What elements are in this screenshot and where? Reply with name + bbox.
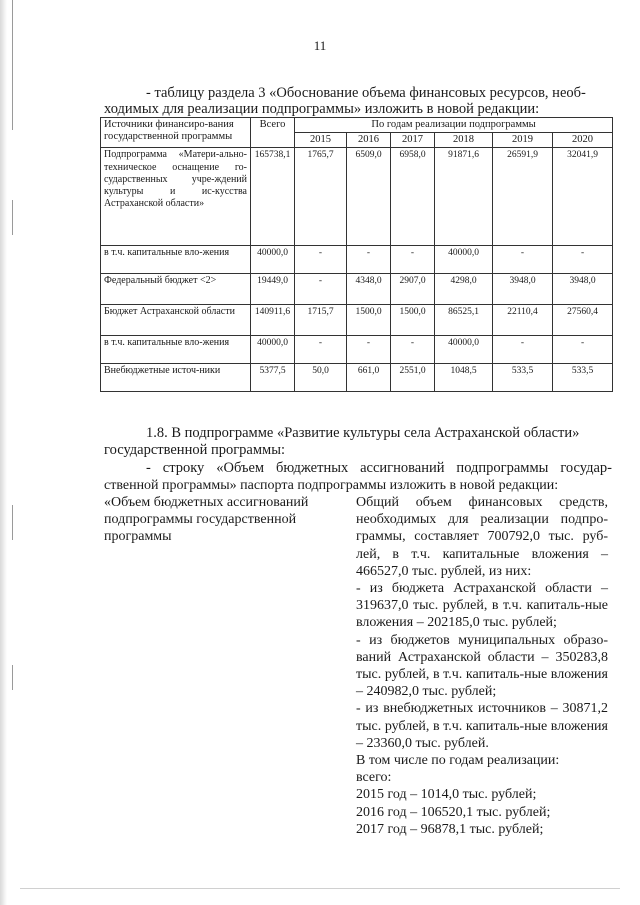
year-2017-line: 2017 год – 96878,1 тыс. рублей; <box>356 821 544 837</box>
row-value: - <box>493 336 553 364</box>
table-row <box>101 364 613 392</box>
row-value: 1048,5 <box>435 364 493 392</box>
row-value: 27560,4 <box>553 305 613 336</box>
row-source: Федеральный бюджет <2> <box>101 274 251 305</box>
row-total: 19449,0 <box>251 274 295 305</box>
row-value: 6958,0 <box>391 148 435 246</box>
instruction-line-1: - строку «Объем бюджетных ассигнований подпрограммы государ- <box>146 460 612 476</box>
section-heading-line-2: государственной программы: <box>104 442 285 458</box>
label-line: «Объем бюджетных ассигнований <box>104 495 309 510</box>
row-total: 165738,1 <box>251 148 295 246</box>
row-value: 1500,0 <box>347 305 391 336</box>
row-value: 40000,0 <box>435 336 493 364</box>
row-value: - <box>553 336 613 364</box>
row-source: Бюджет Астраханской области <box>101 305 251 336</box>
row-value: 1715,7 <box>295 305 347 336</box>
row-value: 86525,1 <box>435 305 493 336</box>
row-value: - <box>295 274 347 305</box>
header-year: 2020 <box>553 133 613 148</box>
row-value: 40000,0 <box>435 246 493 274</box>
header-source: Источники финансиро-вания государственной программы <box>101 118 251 148</box>
year-2016-line: 2016 год – 106520,1 тыс. рублей; <box>356 804 551 820</box>
passport-row-label <box>104 494 334 545</box>
row-value: 3948,0 <box>553 274 613 305</box>
row-value: 2551,0 <box>391 364 435 392</box>
table-row <box>101 148 613 246</box>
header-year: 2015 <box>295 133 347 148</box>
row-value: - <box>493 246 553 274</box>
row-value: - <box>347 246 391 274</box>
total-volume-text: Общий объем финансовых средств, необходимых для реализации подпро-граммы, составляет 700792,0 тыс. руб-лей, в т.ч. капитальные вложения – 466527,0 тыс. рублей, из них: <box>356 495 608 579</box>
table-header-row <box>101 118 613 133</box>
row-source: в т.ч. капитальные вло-жения <box>101 246 251 274</box>
scan-edge-mark <box>12 0 13 130</box>
intro-line-1: - таблицу раздела 3 «Обоснование объема финансовых ресурсов, необ- <box>146 85 586 101</box>
header-year: 2017 <box>391 133 435 148</box>
total-heading: всего: <box>356 770 392 786</box>
row-value: 32041,9 <box>553 148 613 246</box>
row-value: - <box>295 246 347 274</box>
row-value: - <box>391 336 435 364</box>
instruction-line-2: ственной программы» паспорта подпрограммы изложить в новой редакции: <box>104 478 559 493</box>
passport-row-value <box>356 494 608 838</box>
label-line: подпрограммы государственной <box>104 512 297 527</box>
year-2015-line: 2015 год – 1014,0 тыс. рублей; <box>356 787 537 803</box>
row-value: 26591,9 <box>493 148 553 246</box>
row-source: Подпрограмма «Матери-ально-техническое оснащение го-сударственных учре-ждений культуры и ис-кусства Астраханской области» <box>101 148 251 246</box>
section-heading-line-1: 1.8. В подпрограмме «Развитие культуры села Астраханской области» <box>146 425 580 441</box>
row-value: 1500,0 <box>391 305 435 336</box>
municipal-budget-text: - из бюджетов муниципальных образо-ваний Астраханской области – 350283,8 тыс. рублей, в т.ч. капиталь-ные вложения – 240982,0 тыс. рублей; <box>356 632 608 700</box>
row-value: - <box>391 246 435 274</box>
row-value: 533,5 <box>553 364 613 392</box>
row-value: - <box>295 336 347 364</box>
header-total: Всего <box>251 118 295 148</box>
row-total: 40000,0 <box>251 336 295 364</box>
page-number: 11 <box>313 38 327 53</box>
scan-bottom-line <box>20 888 620 889</box>
row-source: Внебюджетные источ-ники <box>101 364 251 392</box>
row-value: 91871,6 <box>435 148 493 246</box>
header-year: 2019 <box>493 133 553 148</box>
row-total: 140911,6 <box>251 305 295 336</box>
header-year: 2018 <box>435 133 493 148</box>
table-row <box>101 246 613 274</box>
extrabudgetary-text: - из внебюджетных источников – 30871,2 тыс. рублей, в т.ч. капиталь-ные вложения – 23360,0 тыс. рублей. <box>356 701 608 751</box>
by-years-heading: В том числе по годам реализации: <box>356 753 560 769</box>
scan-edge <box>0 0 7 905</box>
row-value: 6509,0 <box>347 148 391 246</box>
row-value: 4348,0 <box>347 274 391 305</box>
row-value: 661,0 <box>347 364 391 392</box>
header-year: 2016 <box>347 133 391 148</box>
scan-edge-mark <box>12 200 13 235</box>
table-row <box>101 274 613 305</box>
label-line: программы <box>104 529 172 544</box>
row-value: 2907,0 <box>391 274 435 305</box>
row-total: 5377,5 <box>251 364 295 392</box>
row-source: в т.ч. капитальные вло-жения <box>101 336 251 364</box>
row-total: 40000,0 <box>251 246 295 274</box>
table-row <box>101 336 613 364</box>
row-value: 3948,0 <box>493 274 553 305</box>
scan-edge-mark <box>12 505 13 540</box>
row-value: - <box>553 246 613 274</box>
row-value: 1765,7 <box>295 148 347 246</box>
intro-line-2: ходимых для реализации подпрограммы» изложить в новой редакции: <box>104 101 540 117</box>
row-value: - <box>347 336 391 364</box>
row-value: 533,5 <box>493 364 553 392</box>
regional-budget-text: - из бюджета Астраханской области – 319637,0 тыс. рублей, в т.ч. капиталь-ные вложения – 202185,0 тыс. рублей; <box>356 581 608 631</box>
row-value: 4298,0 <box>435 274 493 305</box>
financing-table <box>100 117 613 392</box>
row-value: 50,0 <box>295 364 347 392</box>
table-row <box>101 305 613 336</box>
row-value: 22110,4 <box>493 305 553 336</box>
scan-edge-mark <box>12 665 13 690</box>
header-by-years: По годам реализации подпрограммы <box>295 118 613 133</box>
